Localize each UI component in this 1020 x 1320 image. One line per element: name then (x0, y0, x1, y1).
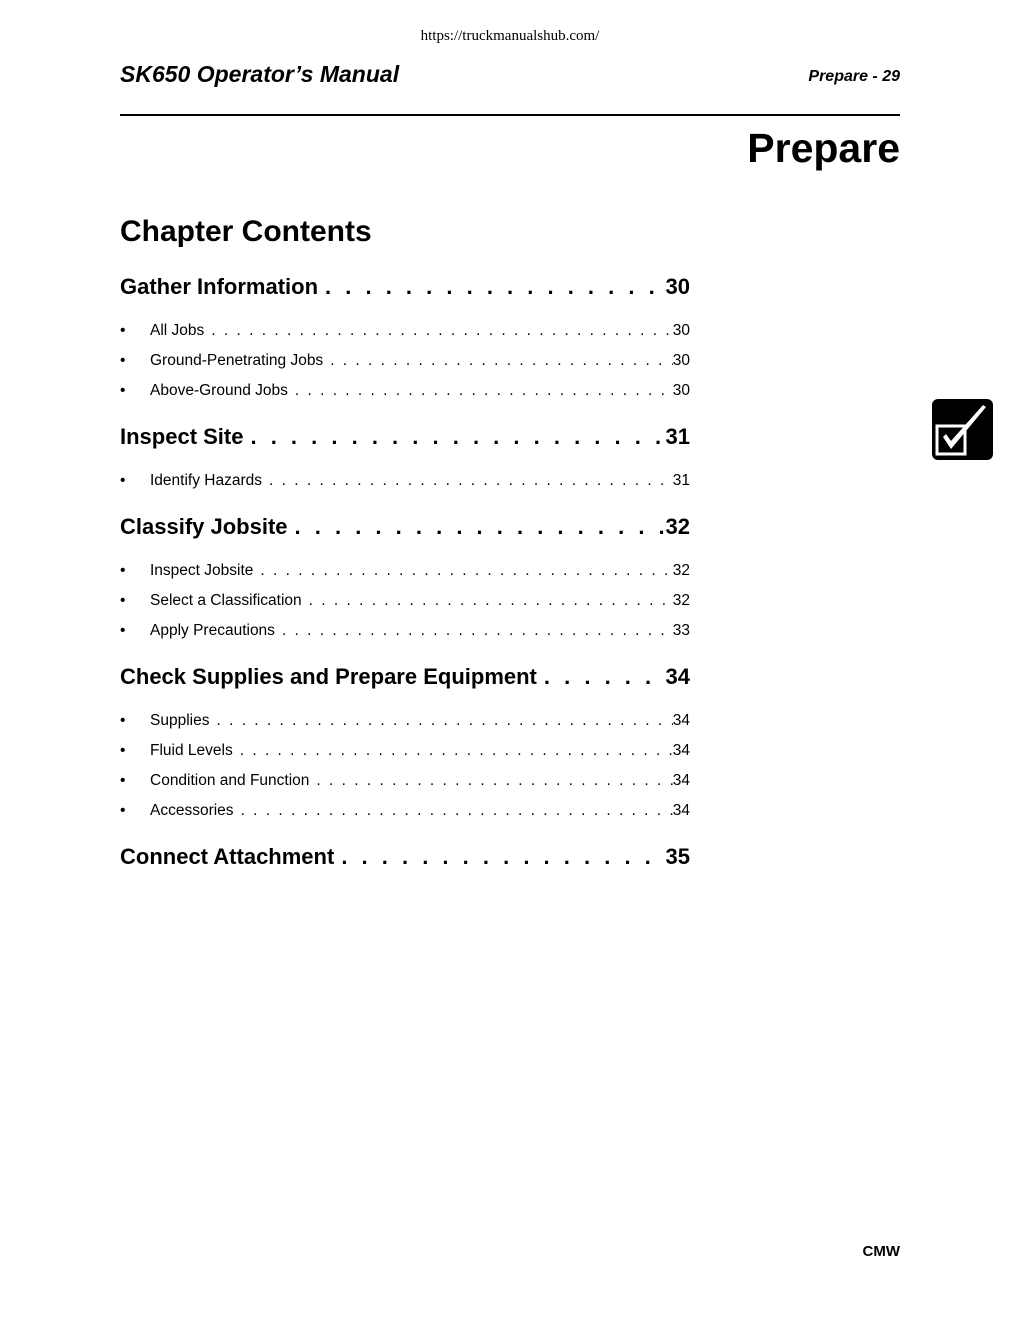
header-rule (120, 114, 900, 116)
toc-page-number: 30 (672, 352, 690, 369)
toc-page-number: 34 (672, 742, 690, 759)
dot-leader (209, 712, 672, 730)
toc-item (120, 622, 690, 642)
toc-label: Gather Information (120, 274, 319, 299)
toc-label: Inspect Jobsite (150, 562, 254, 579)
toc-item (120, 742, 690, 762)
dot-leader (309, 772, 672, 790)
toc-page-number: 34 (665, 664, 690, 689)
dot-leader (262, 472, 673, 490)
toc-item (120, 562, 690, 582)
toc-label: Identify Hazards (150, 472, 262, 489)
toc-label: Supplies (150, 712, 210, 729)
toc-label: Classify Jobsite (120, 514, 288, 539)
toc-label: Select a Classification (150, 592, 302, 609)
contents-title: Chapter Contents (120, 215, 372, 248)
toc-page-number: 30 (665, 274, 690, 299)
toc-item (120, 712, 690, 732)
bullet: • (120, 742, 126, 759)
dot-leader (323, 352, 673, 370)
toc-label: Connect Attachment (120, 844, 335, 869)
bullet: • (120, 562, 126, 579)
toc-page-number: 32 (672, 562, 690, 579)
toc-label: Inspect Site (120, 424, 244, 449)
toc-page-number: 31 (665, 424, 690, 449)
toc-page-number: 31 (672, 472, 690, 489)
toc-section (120, 844, 690, 874)
toc-section (120, 664, 690, 694)
dot-leader (302, 592, 673, 610)
dot-leader (288, 382, 673, 400)
toc-item (120, 472, 690, 492)
dot-leader (233, 742, 673, 760)
toc-page-number: 30 (672, 322, 690, 339)
toc-label: Fluid Levels (150, 742, 233, 759)
dot-leader (537, 664, 666, 690)
toc-item (120, 382, 690, 402)
manual-title: SK650 Operator’s Manual (120, 61, 400, 87)
chapter-title: Prepare (747, 125, 900, 171)
bullet: • (120, 622, 126, 639)
toc-label: Ground-Penetrating Jobs (150, 352, 324, 369)
toc-label: All Jobs (150, 322, 205, 339)
toc-page-number: 34 (672, 712, 690, 729)
dot-leader (318, 274, 666, 300)
bullet: • (120, 712, 126, 729)
bullet: • (120, 322, 126, 339)
toc-page-number: 32 (665, 514, 690, 539)
toc-page-number: 34 (672, 772, 690, 789)
bullet: • (120, 352, 126, 369)
toc-section (120, 274, 690, 304)
toc-page-number: 35 (665, 844, 690, 869)
bullet: • (120, 802, 126, 819)
toc-item (120, 772, 690, 792)
toc-label: Above-Ground Jobs (150, 382, 288, 399)
toc-section (120, 514, 690, 544)
bullet: • (120, 772, 126, 789)
toc-item (120, 352, 690, 372)
toc-item (120, 802, 690, 822)
toc-page-number: 30 (672, 382, 690, 399)
source-url: https://truckmanualshub.com/ (420, 28, 600, 44)
toc-section (120, 424, 690, 454)
checkbox-checkmark-icon (932, 399, 993, 460)
dot-leader (253, 562, 672, 580)
toc-page-number: 34 (672, 802, 690, 819)
toc-label: Condition and Function (150, 772, 310, 789)
toc-item (120, 322, 690, 342)
footer-code: CMW (862, 1243, 900, 1260)
toc-label: Check Supplies and Prepare Equipment (120, 664, 537, 689)
dot-leader (204, 322, 672, 340)
dot-leader (275, 622, 673, 640)
dot-leader (288, 514, 666, 540)
toc-label: Apply Precautions (150, 622, 275, 639)
toc-page-number: 32 (672, 592, 690, 609)
dot-leader (334, 844, 665, 870)
page-reference: Prepare - 29 (808, 68, 900, 85)
bullet: • (120, 472, 126, 489)
bullet: • (120, 592, 126, 609)
dot-leader (243, 424, 665, 450)
dot-leader (234, 802, 673, 820)
toc-page-number: 33 (672, 622, 690, 639)
toc-item (120, 592, 690, 612)
toc-label: Accessories (150, 802, 234, 819)
bullet: • (120, 382, 126, 399)
